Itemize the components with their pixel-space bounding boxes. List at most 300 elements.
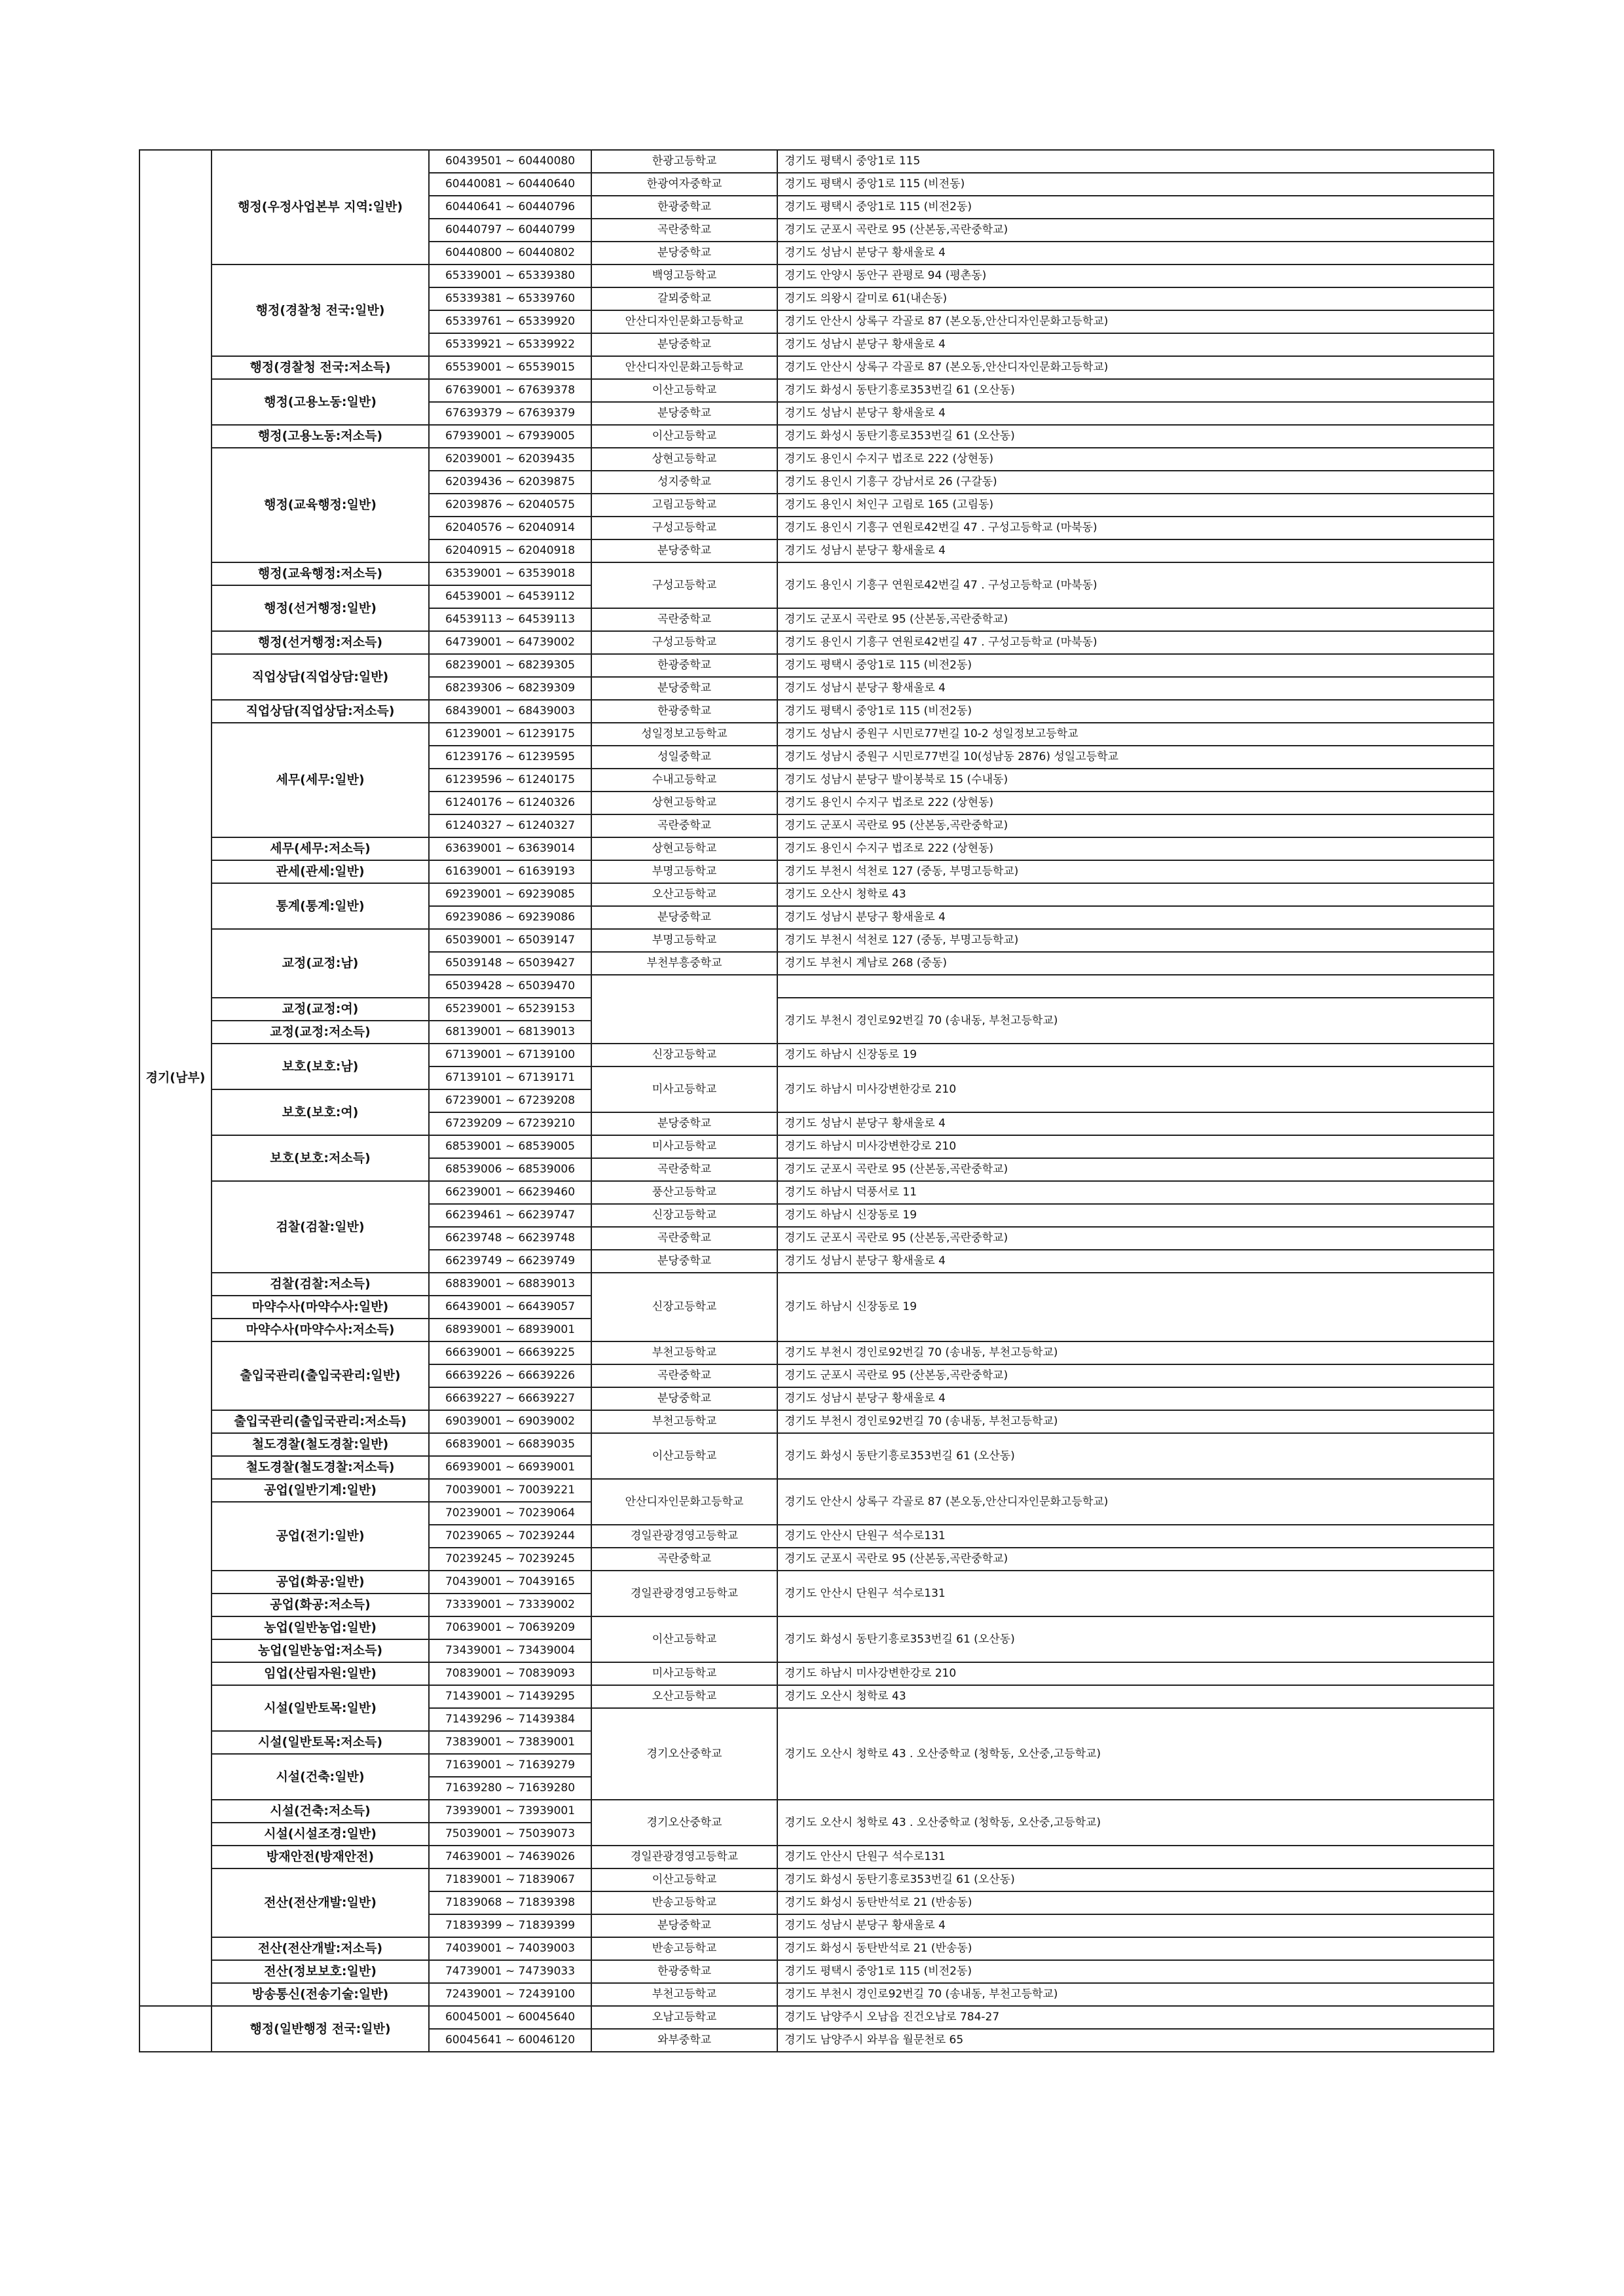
category-cell: 행정(고용노동:저소득): [212, 425, 429, 448]
exam-number-range-cell: 64539001 ~ 64539112: [429, 585, 591, 608]
exam-number-range-cell: 62039001 ~ 62039435: [429, 448, 591, 471]
exam-site-address-cell: 경기도 안산시 단원구 석수로131: [777, 1571, 1494, 1616]
exam-site-school-cell: 경기오산중학교: [591, 1800, 777, 1846]
exam-number-range-cell: 70039001 ~ 70039221: [429, 1479, 591, 1502]
exam-number-range-cell: 67239001 ~ 67239208: [429, 1089, 591, 1112]
exam-site-address-cell: [777, 975, 1494, 998]
category-cell: 보호(보호:여): [212, 1089, 429, 1135]
table-row: [139, 1983, 1494, 2006]
exam-number-range-cell: 66639001 ~ 66639225: [429, 1341, 591, 1364]
exam-site-address-cell: 경기도 용인시 처인구 고림로 165 (고림동): [777, 494, 1494, 517]
category-cell: 행정(교육행정:일반): [212, 448, 429, 562]
exam-number-range-cell: 62039876 ~ 62040575: [429, 494, 591, 517]
exam-site-address-cell: 경기도 군포시 곡란로 95 (산본동,곡란중학교): [777, 1227, 1494, 1250]
table-row: [139, 448, 1494, 471]
exam-number-range-cell: 66639226 ~ 66639226: [429, 1364, 591, 1387]
exam-site-school-cell: 부천고등학교: [591, 1410, 777, 1433]
exam-site-school-cell: 이산고등학교: [591, 1868, 777, 1891]
table-row: [139, 1616, 1494, 1639]
exam-number-range-cell: 69239001 ~ 69239085: [429, 883, 591, 906]
exam-number-range-cell: 66439001 ~ 66439057: [429, 1296, 591, 1319]
category-cell: 교정(교정:저소득): [212, 1021, 429, 1044]
category-cell: 공업(일반기계:일반): [212, 1479, 429, 1502]
exam-number-range-cell: 74639001 ~ 74639026: [429, 1846, 591, 1868]
exam-site-address-cell: 경기도 남양주시 와부읍 월문천로 65: [777, 2029, 1494, 2052]
exam-site-address-cell: 경기도 부천시 경인로92번길 70 (송내동, 부천고등학교): [777, 1341, 1494, 1364]
exam-site-address-cell: 경기도 성남시 분당구 황새울로 4: [777, 677, 1494, 700]
exam-site-address-cell: 경기도 화성시 동탄반석로 21 (반송동): [777, 1891, 1494, 1914]
exam-number-range-cell: 70239065 ~ 70239244: [429, 1525, 591, 1548]
table-row: [139, 1960, 1494, 1983]
category-cell: 검찰(검찰:저소득): [212, 1273, 429, 1296]
exam-number-range-cell: 68139001 ~ 68139013: [429, 1021, 591, 1044]
exam-site-address-cell: 경기도 부천시 석천로 127 (중동, 부명고등학교): [777, 860, 1494, 883]
category-cell: 행정(일반행정 전국:일반): [212, 2006, 429, 2052]
exam-site-address-cell: 경기도 군포시 곡란로 95 (산본동,곡란중학교): [777, 219, 1494, 242]
exam-number-range-cell: 67639001 ~ 67639378: [429, 379, 591, 402]
exam-site-address-cell: 경기도 안산시 상록구 각골로 87 (본오동,안산디자인문화고등학교): [777, 1479, 1494, 1525]
exam-site-school-cell: 분당중학교: [591, 1387, 777, 1410]
exam-site-school-cell: 이산고등학교: [591, 1616, 777, 1662]
exam-number-range-cell: 70439001 ~ 70439165: [429, 1571, 591, 1594]
exam-number-range-cell: 67139001 ~ 67139100: [429, 1044, 591, 1066]
exam-number-range-cell: 60440797 ~ 60440799: [429, 219, 591, 242]
category-cell: 보호(보호:저소득): [212, 1135, 429, 1181]
exam-site-address-cell: 경기도 오산시 청학로 43 . 오산중학교 (청학동, 오산중,고등학교): [777, 1800, 1494, 1846]
exam-number-range-cell: 67939001 ~ 67939005: [429, 425, 591, 448]
category-cell: 검찰(검찰:일반): [212, 1181, 429, 1273]
exam-number-range-cell: 71439296 ~ 71439384: [429, 1708, 591, 1731]
exam-number-range-cell: 61239001 ~ 61239175: [429, 723, 591, 746]
exam-site-address-cell: 경기도 용인시 기흥구 강남서로 26 (구갈동): [777, 471, 1494, 494]
table-row: [139, 654, 1494, 677]
exam-site-address-cell: 경기도 안산시 상록구 각골로 87 (본오동,안산디자인문화고등학교): [777, 356, 1494, 379]
category-cell: 세무(세무:저소득): [212, 837, 429, 860]
table-row: [139, 1181, 1494, 1204]
category-cell: 전산(전산개발:저소득): [212, 1937, 429, 1960]
table-row: [139, 150, 1494, 173]
exam-site-address-cell: 경기도 성남시 분당구 황새울로 4: [777, 1112, 1494, 1135]
table-row: [139, 1135, 1494, 1158]
exam-number-range-cell: 62040576 ~ 62040914: [429, 517, 591, 539]
exam-number-range-cell: 65339001 ~ 65339380: [429, 264, 591, 287]
exam-site-school-cell: 이산고등학교: [591, 425, 777, 448]
exam-site-address-cell: 경기도 하남시 신장동로 19: [777, 1273, 1494, 1341]
exam-site-school-cell: 한광중학교: [591, 700, 777, 723]
exam-site-school-cell: 미사고등학교: [591, 1066, 777, 1112]
exam-site-address-cell: 경기도 부천시 경인로92번길 70 (송내동, 부천고등학교): [777, 1983, 1494, 2006]
table-row: [139, 700, 1494, 723]
table-row: [139, 1410, 1494, 1433]
exam-site-school-cell: 풍산고등학교: [591, 1181, 777, 1204]
category-cell: 임업(산림자원:일반): [212, 1662, 429, 1685]
table-row: [139, 1685, 1494, 1708]
exam-number-range-cell: 62039436 ~ 62039875: [429, 471, 591, 494]
exam-site-address-cell: 경기도 남양주시 오남읍 진건오남로 784-27: [777, 2006, 1494, 2029]
exam-site-address-cell: 경기도 의왕시 갈미로 61(내손동): [777, 287, 1494, 310]
category-cell: 전산(전산개발:일반): [212, 1868, 429, 1937]
table-row: [139, 1846, 1494, 1868]
exam-site-school-cell: 분당중학교: [591, 906, 777, 929]
exam-site-address-cell: 경기도 안양시 동안구 관평로 94 (평촌동): [777, 264, 1494, 287]
exam-number-range-cell: 65339921 ~ 65339922: [429, 333, 591, 356]
category-cell: 방송통신(전송기술:일반): [212, 1983, 429, 2006]
category-cell: 행정(경찰청 전국:일반): [212, 264, 429, 356]
table-row: [139, 723, 1494, 746]
exam-site-address-cell: 경기도 화성시 동탄기흥로353번길 61 (오산동): [777, 1616, 1494, 1662]
exam-number-range-cell: 63639001 ~ 63639014: [429, 837, 591, 860]
exam-site-address-cell: 경기도 부천시 경인로92번길 70 (송내동, 부천고등학교): [777, 998, 1494, 1044]
exam-site-school-cell: 분당중학교: [591, 242, 777, 264]
exam-number-range-cell: 70239245 ~ 70239245: [429, 1548, 591, 1571]
exam-site-school-cell: 한광중학교: [591, 1960, 777, 1983]
category-cell: 통계(통계:일반): [212, 883, 429, 929]
exam-number-range-cell: 70839001 ~ 70839093: [429, 1662, 591, 1685]
category-cell: 시설(건축:일반): [212, 1754, 429, 1800]
exam-number-range-cell: 65239001 ~ 65239153: [429, 998, 591, 1021]
exam-site-school-cell: 한광여자중학교: [591, 173, 777, 196]
category-cell: 농업(일반농업:저소득): [212, 1639, 429, 1662]
table-row: [139, 1044, 1494, 1066]
exam-site-address-cell: 경기도 성남시 분당구 황새울로 4: [777, 906, 1494, 929]
exam-site-school-cell: 반송고등학교: [591, 1937, 777, 1960]
category-cell: 시설(일반토목:일반): [212, 1685, 429, 1731]
exam-number-range-cell: 66239749 ~ 66239749: [429, 1250, 591, 1273]
exam-number-range-cell: 68439001 ~ 68439003: [429, 700, 591, 723]
exam-site-school-cell: 곡란중학교: [591, 1227, 777, 1250]
exam-site-school-cell: 성일중학교: [591, 746, 777, 769]
exam-site-address-cell: 경기도 평택시 중앙1로 115 (비전2동): [777, 1960, 1494, 1983]
exam-site-address-cell: 경기도 안산시 단원구 석수로131: [777, 1525, 1494, 1548]
exam-site-address-cell: 경기도 성남시 분당구 황새울로 4: [777, 1914, 1494, 1937]
category-cell: 행정(우정사업본부 지역:일반): [212, 150, 429, 264]
exam-number-range-cell: 65039428 ~ 65039470: [429, 975, 591, 998]
category-cell: 농업(일반농업:일반): [212, 1616, 429, 1639]
exam-site-school-cell: 성지중학교: [591, 471, 777, 494]
table-row: [139, 1868, 1494, 1891]
exam-site-address-cell: 경기도 오산시 청학로 43: [777, 883, 1494, 906]
exam-site-school-cell: 오남고등학교: [591, 2006, 777, 2029]
exam-site-address-cell: 경기도 평택시 중앙1로 115 (비전2동): [777, 654, 1494, 677]
exam-site-address-cell: 경기도 화성시 동탄기흥로353번길 61 (오산동): [777, 425, 1494, 448]
category-cell: 교정(교정:남): [212, 929, 429, 998]
exam-number-range-cell: 70639001 ~ 70639209: [429, 1616, 591, 1639]
exam-site-address-cell: 경기도 용인시 수지구 법조로 222 (상현동): [777, 792, 1494, 814]
exam-number-range-cell: 66639227 ~ 66639227: [429, 1387, 591, 1410]
exam-site-address-cell: 경기도 군포시 곡란로 95 (산본동,곡란중학교): [777, 1548, 1494, 1571]
exam-number-range-cell: 73439001 ~ 73439004: [429, 1639, 591, 1662]
category-cell: 마약수사(마약수사:일반): [212, 1296, 429, 1319]
exam-site-address-cell: 경기도 안산시 상록구 각골로 87 (본오동,안산디자인문화고등학교): [777, 310, 1494, 333]
exam-site-address-cell: 경기도 성남시 분당구 황새울로 4: [777, 539, 1494, 562]
exam-number-range-cell: 65539001 ~ 65539015: [429, 356, 591, 379]
table-row: [139, 379, 1494, 402]
exam-number-range-cell: 60440641 ~ 60440796: [429, 196, 591, 219]
category-cell: 세무(세무:일반): [212, 723, 429, 837]
exam-site-school-cell: 곡란중학교: [591, 1548, 777, 1571]
exam-site-address-cell: 경기도 용인시 기흥구 연원로42번길 47 . 구성고등학교 (마북동): [777, 631, 1494, 654]
exam-site-address-cell: 경기도 성남시 중원구 시민로77번길 10(성남동 2876) 성일고등학교: [777, 746, 1494, 769]
exam-site-school-cell: [591, 975, 777, 1044]
category-cell: 출입국관리(출입국관리:저소득): [212, 1410, 429, 1433]
exam-site-school-cell: 분당중학교: [591, 539, 777, 562]
exam-site-school-cell: 안산디자인문화고등학교: [591, 310, 777, 333]
category-cell: 마약수사(마약수사:저소득): [212, 1319, 429, 1341]
exam-number-range-cell: 71639001 ~ 71639279: [429, 1754, 591, 1777]
exam-site-address-cell: 경기도 평택시 중앙1로 115 (비전2동): [777, 196, 1494, 219]
category-cell: 행정(선거행정:저소득): [212, 631, 429, 654]
table-row: [139, 837, 1494, 860]
exam-site-school-cell: 분당중학교: [591, 333, 777, 356]
exam-site-school-cell: 오산고등학교: [591, 883, 777, 906]
exam-number-range-cell: 66939001 ~ 66939001: [429, 1456, 591, 1479]
exam-number-range-cell: 60440800 ~ 60440802: [429, 242, 591, 264]
exam-site-school-cell: 이산고등학교: [591, 379, 777, 402]
exam-site-school-cell: 수내고등학교: [591, 769, 777, 792]
exam-site-school-cell: 신장고등학교: [591, 1204, 777, 1227]
exam-number-range-cell: 64739001 ~ 64739002: [429, 631, 591, 654]
exam-number-range-cell: 75039001 ~ 75039073: [429, 1823, 591, 1846]
exam-site-address-cell: 경기도 군포시 곡란로 95 (산본동,곡란중학교): [777, 1158, 1494, 1181]
category-cell: 행정(고용노동:일반): [212, 379, 429, 425]
exam-number-range-cell: 61239596 ~ 61240175: [429, 769, 591, 792]
exam-number-range-cell: 61639001 ~ 61639193: [429, 860, 591, 883]
exam-site-school-cell: 부명고등학교: [591, 860, 777, 883]
exam-site-address-cell: 경기도 성남시 중원구 시민로77번길 10-2 성일정보고등학교: [777, 723, 1494, 746]
exam-site-school-cell: 부천부흥중학교: [591, 952, 777, 975]
exam-number-range-cell: 60440081 ~ 60440640: [429, 173, 591, 196]
category-cell: 공업(화공:저소득): [212, 1594, 429, 1616]
exam-site-school-cell: 경일관광경영고등학교: [591, 1525, 777, 1548]
exam-site-school-cell: 분당중학교: [591, 1914, 777, 1937]
exam-site-address-cell: 경기도 군포시 곡란로 95 (산본동,곡란중학교): [777, 608, 1494, 631]
region-cell: [139, 2006, 212, 2052]
exam-site-school-cell: 곡란중학교: [591, 219, 777, 242]
category-cell: 철도경찰(철도경찰:저소득): [212, 1456, 429, 1479]
table-row: [139, 860, 1494, 883]
exam-number-range-cell: 74039001 ~ 74039003: [429, 1937, 591, 1960]
exam-site-school-cell: 곡란중학교: [591, 1364, 777, 1387]
exam-number-range-cell: 68239001 ~ 68239305: [429, 654, 591, 677]
exam-site-school-cell: 상현고등학교: [591, 837, 777, 860]
recruitment-number-table: [139, 149, 1493, 2052]
exam-site-address-cell: 경기도 부천시 계남로 268 (중동): [777, 952, 1494, 975]
exam-number-range-cell: 68839001 ~ 68839013: [429, 1273, 591, 1296]
exam-number-table: [139, 149, 1494, 2052]
exam-number-range-cell: 73839001 ~ 73839001: [429, 1731, 591, 1754]
category-cell: 출입국관리(출입국관리:일반): [212, 1341, 429, 1410]
exam-number-range-cell: 61240176 ~ 61240326: [429, 792, 591, 814]
exam-site-address-cell: 경기도 용인시 기흥구 연원로42번길 47 . 구성고등학교 (마북동): [777, 517, 1494, 539]
category-cell: 관세(관세:일반): [212, 860, 429, 883]
exam-number-range-cell: 69039001 ~ 69039002: [429, 1410, 591, 1433]
page-bottom-margin: [0, 2151, 1624, 2296]
table-row: [139, 2006, 1494, 2029]
table-row: [139, 1479, 1494, 1502]
category-cell: 보호(보호:남): [212, 1044, 429, 1089]
category-cell: 직업상담(직업상담:일반): [212, 654, 429, 700]
exam-site-address-cell: 경기도 화성시 동탄기흥로353번길 61 (오산동): [777, 1433, 1494, 1479]
table-row: [139, 1341, 1494, 1364]
exam-site-address-cell: 경기도 성남시 분당구 황새울로 4: [777, 402, 1494, 425]
exam-site-school-cell: 곡란중학교: [591, 1158, 777, 1181]
exam-number-range-cell: 71839001 ~ 71839067: [429, 1868, 591, 1891]
category-cell: 행정(교육행정:저소득): [212, 562, 429, 585]
exam-number-range-cell: 68239306 ~ 68239309: [429, 677, 591, 700]
exam-site-address-cell: 경기도 성남시 분당구 황새울로 4: [777, 1250, 1494, 1273]
exam-site-address-cell: 경기도 오산시 청학로 43 . 오산중학교 (청학동, 오산중,고등학교): [777, 1708, 1494, 1800]
exam-number-range-cell: 69239086 ~ 69239086: [429, 906, 591, 929]
exam-site-school-cell: 곡란중학교: [591, 608, 777, 631]
exam-site-address-cell: 경기도 평택시 중앙1로 115: [777, 150, 1494, 173]
exam-number-range-cell: 71439001 ~ 71439295: [429, 1685, 591, 1708]
exam-site-school-cell: 상현고등학교: [591, 448, 777, 471]
exam-site-school-cell: 신장고등학교: [591, 1273, 777, 1341]
exam-site-address-cell: 경기도 오산시 청학로 43: [777, 1685, 1494, 1708]
exam-site-school-cell: 반송고등학교: [591, 1891, 777, 1914]
exam-site-school-cell: 분당중학교: [591, 1250, 777, 1273]
category-cell: 공업(전기:일반): [212, 1502, 429, 1571]
table-row: [139, 1433, 1494, 1456]
table-row: [139, 1937, 1494, 1960]
table-row: [139, 562, 1494, 585]
exam-number-range-cell: 71839068 ~ 71839398: [429, 1891, 591, 1914]
exam-site-address-cell: 경기도 화성시 동탄기흥로353번길 61 (오산동): [777, 1868, 1494, 1891]
category-cell: 행정(선거행정:일반): [212, 585, 429, 631]
exam-site-school-cell: 와부중학교: [591, 2029, 777, 2052]
table-row: [139, 425, 1494, 448]
exam-site-school-cell: 부천고등학교: [591, 1341, 777, 1364]
exam-site-school-cell: 이산고등학교: [591, 1433, 777, 1479]
exam-number-range-cell: 68539001 ~ 68539005: [429, 1135, 591, 1158]
exam-site-address-cell: 경기도 화성시 동탄반석로 21 (반송동): [777, 1937, 1494, 1960]
table-row: [139, 1662, 1494, 1685]
exam-number-range-cell: 71839399 ~ 71839399: [429, 1914, 591, 1937]
exam-site-school-cell: 분당중학교: [591, 1112, 777, 1135]
exam-site-address-cell: 경기도 성남시 분당구 황새울로 4: [777, 1387, 1494, 1410]
category-cell: 행정(경찰청 전국:저소득): [212, 356, 429, 379]
exam-site-address-cell: 경기도 하남시 미사강변한강로 210: [777, 1066, 1494, 1112]
exam-site-address-cell: 경기도 부천시 석천로 127 (중동, 부명고등학교): [777, 929, 1494, 952]
exam-number-range-cell: 66839001 ~ 66839035: [429, 1433, 591, 1456]
exam-site-school-cell: 구성고등학교: [591, 517, 777, 539]
exam-site-school-cell: 안산디자인문화고등학교: [591, 356, 777, 379]
category-cell: 철도경찰(철도경찰:일반): [212, 1433, 429, 1456]
table-row: [139, 929, 1494, 952]
exam-number-range-cell: 67139101 ~ 67139171: [429, 1066, 591, 1089]
exam-site-school-cell: 경일관광경영고등학교: [591, 1846, 777, 1868]
exam-number-range-cell: 60045001 ~ 60045640: [429, 2006, 591, 2029]
exam-site-school-cell: 한광중학교: [591, 654, 777, 677]
exam-number-range-cell: 73939001 ~ 73939001: [429, 1800, 591, 1823]
table-row: [139, 1800, 1494, 1823]
exam-site-address-cell: 경기도 하남시 미사강변한강로 210: [777, 1662, 1494, 1685]
exam-site-school-cell: 상현고등학교: [591, 792, 777, 814]
exam-site-school-cell: 분당중학교: [591, 402, 777, 425]
exam-site-school-cell: 미사고등학교: [591, 1135, 777, 1158]
exam-site-school-cell: 성일정보고등학교: [591, 723, 777, 746]
exam-site-address-cell: 경기도 화성시 동탄기흥로353번길 61 (오산동): [777, 379, 1494, 402]
category-cell: 시설(일반토목:저소득): [212, 1731, 429, 1754]
exam-site-address-cell: 경기도 용인시 수지구 법조로 222 (상현동): [777, 448, 1494, 471]
category-cell: 방재안전(방재안전): [212, 1846, 429, 1868]
category-cell: 시설(시설조경:일반): [212, 1823, 429, 1846]
category-cell: 전산(정보보호:일반): [212, 1960, 429, 1983]
category-cell: 교정(교정:여): [212, 998, 429, 1021]
exam-site-address-cell: 경기도 군포시 곡란로 95 (산본동,곡란중학교): [777, 1364, 1494, 1387]
exam-number-range-cell: 66239748 ~ 66239748: [429, 1227, 591, 1250]
exam-site-address-cell: 경기도 용인시 기흥구 연원로42번길 47 . 구성고등학교 (마북동): [777, 562, 1494, 608]
table-row: [139, 1273, 1494, 1296]
exam-number-range-cell: 65039148 ~ 65039427: [429, 952, 591, 975]
exam-number-range-cell: 67239209 ~ 67239210: [429, 1112, 591, 1135]
exam-site-school-cell: 경일관광경영고등학교: [591, 1571, 777, 1616]
exam-site-school-cell: 갈뫼중학교: [591, 287, 777, 310]
table-row: [139, 1571, 1494, 1594]
exam-number-range-cell: 64539113 ~ 64539113: [429, 608, 591, 631]
exam-site-school-cell: 한광고등학교: [591, 150, 777, 173]
exam-site-address-cell: 경기도 하남시 신장동로 19: [777, 1204, 1494, 1227]
table-row: [139, 631, 1494, 654]
exam-site-school-cell: 안산디자인문화고등학교: [591, 1479, 777, 1525]
exam-site-school-cell: 부명고등학교: [591, 929, 777, 952]
exam-site-address-cell: 경기도 용인시 수지구 법조로 222 (상현동): [777, 837, 1494, 860]
exam-number-range-cell: 61240327 ~ 61240327: [429, 814, 591, 837]
exam-site-address-cell: 경기도 부천시 경인로92번길 70 (송내동, 부천고등학교): [777, 1410, 1494, 1433]
table-body: [139, 150, 1494, 2052]
exam-site-school-cell: 신장고등학교: [591, 1044, 777, 1066]
exam-site-school-cell: 미사고등학교: [591, 1662, 777, 1685]
exam-site-school-cell: 한광중학교: [591, 196, 777, 219]
exam-number-range-cell: 65339381 ~ 65339760: [429, 287, 591, 310]
exam-site-address-cell: 경기도 하남시 신장동로 19: [777, 1044, 1494, 1066]
exam-number-range-cell: 68539006 ~ 68539006: [429, 1158, 591, 1181]
exam-site-school-cell: 오산고등학교: [591, 1685, 777, 1708]
exam-site-school-cell: 부천고등학교: [591, 1983, 777, 2006]
exam-number-range-cell: 63539001 ~ 63539018: [429, 562, 591, 585]
exam-number-range-cell: 62040915 ~ 62040918: [429, 539, 591, 562]
exam-number-range-cell: 70239001 ~ 70239064: [429, 1502, 591, 1525]
table-row: [139, 356, 1494, 379]
table-row: [139, 998, 1494, 1021]
exam-site-school-cell: 분당중학교: [591, 677, 777, 700]
exam-site-school-cell: 고림고등학교: [591, 494, 777, 517]
exam-number-range-cell: 67639379 ~ 67639379: [429, 402, 591, 425]
exam-number-range-cell: 61239176 ~ 61239595: [429, 746, 591, 769]
exam-site-address-cell: 경기도 하남시 덕풍서로 11: [777, 1181, 1494, 1204]
exam-number-range-cell: 73339001 ~ 73339002: [429, 1594, 591, 1616]
region-cell: 경기(남부): [139, 150, 212, 2006]
table-row: [139, 883, 1494, 906]
category-cell: 직업상담(직업상담:저소득): [212, 700, 429, 723]
exam-number-range-cell: 68939001 ~ 68939001: [429, 1319, 591, 1341]
exam-number-range-cell: 60439501 ~ 60440080: [429, 150, 591, 173]
exam-site-address-cell: 경기도 평택시 중앙1로 115 (비전동): [777, 173, 1494, 196]
exam-number-range-cell: 60045641 ~ 60046120: [429, 2029, 591, 2052]
exam-number-range-cell: 72439001 ~ 72439100: [429, 1983, 591, 2006]
exam-site-address-cell: 경기도 성남시 분당구 황새울로 4: [777, 333, 1494, 356]
exam-site-address-cell: 경기도 안산시 단원구 석수로131: [777, 1846, 1494, 1868]
exam-site-address-cell: 경기도 군포시 곡란로 95 (산본동,곡란중학교): [777, 814, 1494, 837]
exam-site-school-cell: 곡란중학교: [591, 814, 777, 837]
exam-number-range-cell: 65039001 ~ 65039147: [429, 929, 591, 952]
exam-site-address-cell: 경기도 성남시 분당구 황새울로 4: [777, 242, 1494, 264]
exam-number-range-cell: 65339761 ~ 65339920: [429, 310, 591, 333]
exam-site-school-cell: 구성고등학교: [591, 631, 777, 654]
exam-site-school-cell: 구성고등학교: [591, 562, 777, 608]
table-row: [139, 264, 1494, 287]
exam-number-range-cell: 74739001 ~ 74739033: [429, 1960, 591, 1983]
